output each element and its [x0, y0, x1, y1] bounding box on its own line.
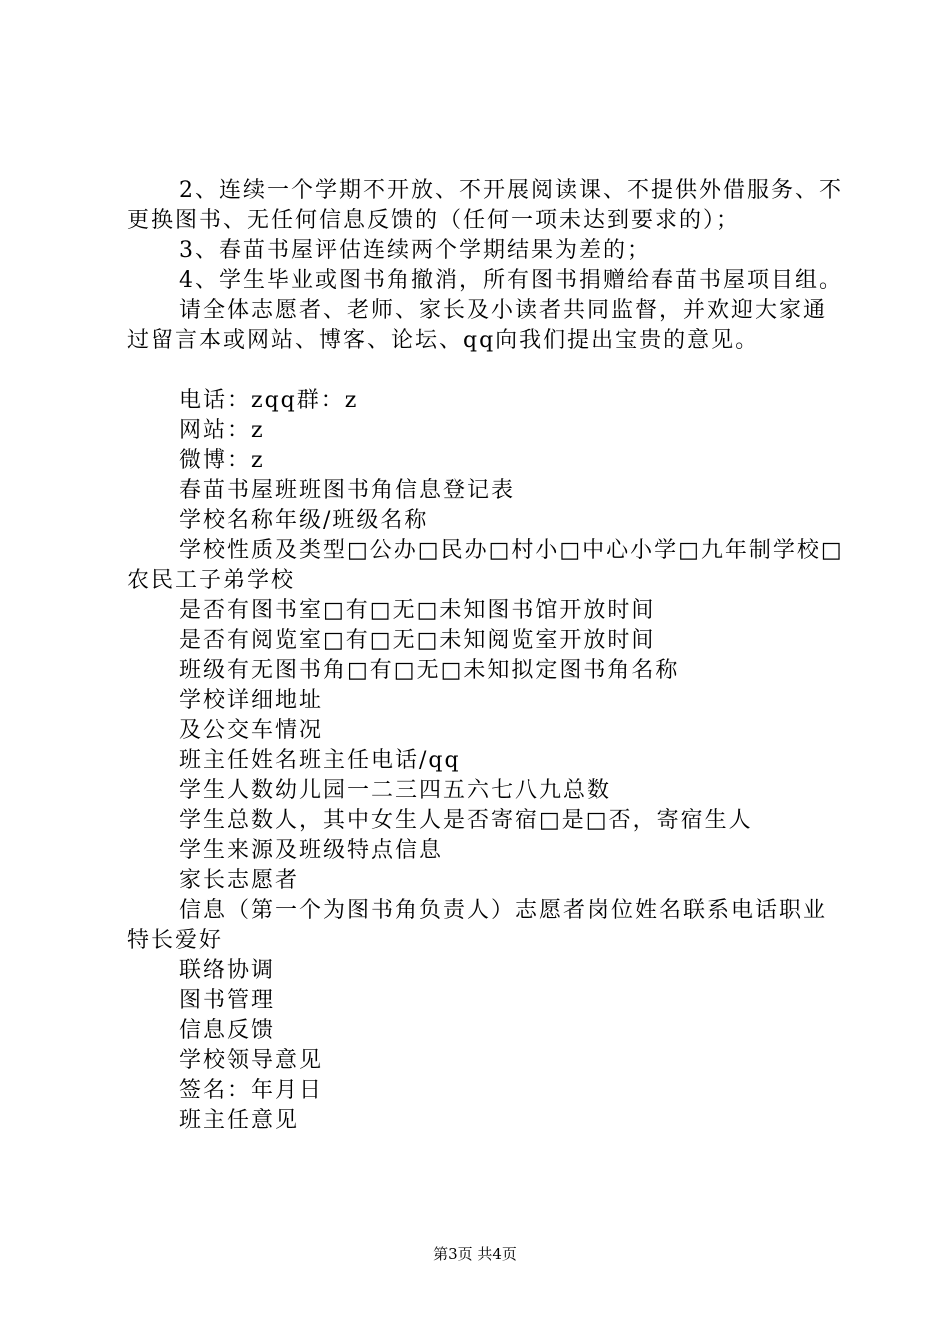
contact-website: 网站：z: [179, 418, 265, 443]
rule-item-3: 3、春苗书屋评估连续两个学期结果为差的；: [179, 238, 651, 263]
form-school-type: 学校性质及类型□公办□民办□村小□中心小学□九年制学校□农民工子弟学校: [127, 538, 844, 593]
form-signature: 签名：年月日: [179, 1078, 324, 1103]
form-role-feedback: 信息反馈: [179, 1018, 276, 1043]
form-library: 是否有图书室□有□无□未知图书馆开放时间: [179, 598, 656, 623]
form-address: 学校详细地址: [179, 688, 324, 713]
rule-item-4: 4、学生毕业或图书角撤消，所有图书捐赠给春苗书屋项目组。: [179, 268, 843, 293]
document-body: [127, 176, 847, 1136]
form-student-total: 学生总数人，其中女生人是否寄宿□是□否，寄宿生人: [179, 808, 753, 833]
form-volunteer-info: 信息（第一个为图书角负责人）志愿者岗位姓名联系电话职业特长爱好: [127, 898, 828, 953]
page-footer: 第3页 共4页: [433, 1245, 517, 1263]
form-role-books: 图书管理: [179, 988, 276, 1013]
form-bus: 及公交车情况: [179, 718, 324, 743]
form-teacher-opinion: 班主任意见: [179, 1108, 300, 1133]
supervision-paragraph: 请全体志愿者、老师、家长及小读者共同监督，并欢迎大家通过留言本或网站、博客、论坛、qq向我们提出宝贵的意见。: [127, 298, 828, 353]
form-student-count: 学生人数幼儿园一二三四五六七八九总数: [179, 778, 612, 803]
contact-phone: 电话：zqq群：z: [179, 388, 359, 413]
form-book-corner: 班级有无图书角□有□无□未知拟定图书角名称: [179, 658, 680, 683]
form-teacher: 班主任姓名班主任电话/qq: [179, 748, 461, 773]
form-school-name: 学校名称年级/班级名称: [179, 508, 429, 533]
spacer: [127, 356, 847, 386]
form-leader-opinion: 学校领导意见: [179, 1048, 324, 1073]
contact-weibo: 微博：z: [179, 448, 265, 473]
rule-item-2: 2、连续一个学期不开放、不开展阅读课、不提供外借服务、不更换图书、无任何信息反馈的（任何一项未达到要求的）；: [127, 178, 843, 233]
form-title: 春苗书屋班班图书角信息登记表: [179, 478, 516, 503]
form-parent-volunteers: 家长志愿者: [179, 868, 300, 893]
form-student-source: 学生来源及班级特点信息: [179, 838, 444, 863]
form-reading-room: 是否有阅览室□有□无□未知阅览室开放时间: [179, 628, 656, 653]
form-role-liaison: 联络协调: [179, 958, 276, 983]
